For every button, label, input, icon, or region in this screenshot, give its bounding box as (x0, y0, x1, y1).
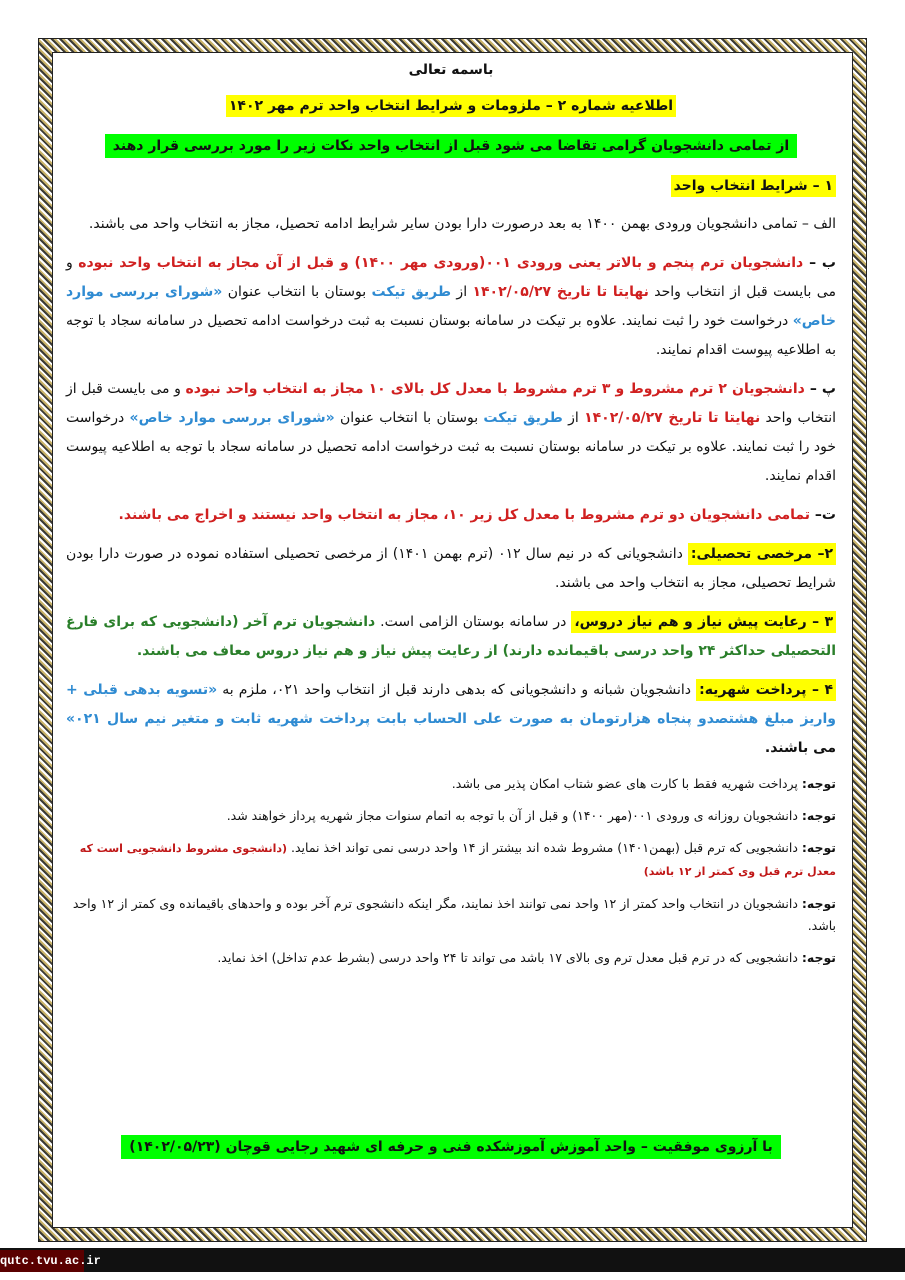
note-label: توجه: (801, 808, 836, 823)
note-item (66, 773, 836, 795)
note-label: توجه: (801, 950, 836, 965)
section-1-pe-blue-2: «شورای بررسی موارد خاص» (129, 410, 335, 426)
note-text: دانشجویان روزانه ی ورودی ۰۰۱(مهر ۱۴۰۰) و قبل از آن با توجه به اتمام سنوات مجاز شهریه پرداز خواهند شد. (226, 808, 802, 823)
section-1-be-text-4: درخواست خود را ثبت نمایند. علاوه بر تیکت در سامانه بوستان نسبت به ثبت درخواست ادامه تحصیل در سامانه سجاد با توجه به اطلاعیه پیوست اقدام نمایند. (66, 313, 836, 358)
section-1-pe-red-2: نهایتا تا تاریخ ۱۴۰۲/۰۵/۲۷ (584, 410, 761, 426)
section-1-te-prefix: ت– (810, 507, 836, 523)
section-1-be-text-1: و می بایست قبل از انتخاب واحد (66, 255, 836, 300)
note-label: توجه: (801, 840, 836, 855)
section-1-heading-text: ۱ – شرایط انتخاب واحد (671, 175, 836, 197)
section-1-pe-text-1: و می بایست قبل از انتخاب واحد (66, 381, 836, 426)
notes-list (66, 773, 836, 969)
section-1-pe-red-1: دانشجویان ۲ ترم مشروط و ۳ ترم مشروط با معدل کل بالای ۱۰ مجاز به انتخاب واحد نبوده (185, 381, 805, 397)
section-1-be-text-2: از (451, 284, 473, 300)
section-4-tail: می باشند. (764, 740, 836, 756)
section-4-blue: «تسویه بدهی قبلی + واریز مبلغ هشتصدو پنجاه هزارتومان به صورت علی الحساب بابت پرداخت شهریه ثابت و متغیر نیم سال ۰۲۱» (66, 682, 836, 727)
section-1-pe-blue-1: طریق تیکت (483, 410, 563, 426)
section-1-alef: الف – تمامی دانشجویان ورودی بهمن ۱۴۰۰ به بعد درصورت دارا بودن سایر شرایط ادامه تحصیل، مجاز به انتخاب واحد می باشند. (88, 216, 836, 232)
section-1-be-red-2: نهایتا تا تاریخ ۱۴۰۲/۰۵/۲۷ (472, 284, 649, 300)
section-3-text: در سامانه بوستان الزامی است. (375, 614, 572, 630)
section-1-pe-text-4: درخواست خود را ثبت نمایند. علاوه بر تیکت در سامانه بوستان نسبت به ثبت درخواست ادامه تحصیل در سامانه سجاد با توجه به اطلاعیه پیوست اقدام نمایند. (66, 410, 836, 484)
document-header (66, 58, 836, 160)
section-3-heading: ۳ – رعایت پیش نیاز و هم نیاز دروس، (571, 611, 836, 633)
note-text: دانشجویی که در ترم قبل معدل ترم وی بالای ۱۷ باشد می تواند تا ۲۴ واحد درسی (بشرط عدم تداخل) اخذ نماید. (217, 950, 802, 965)
website-watermark: qutc.tvu.ac.ir (0, 1250, 84, 1272)
document-content (66, 58, 836, 1223)
section-4-heading: ۴ – پرداخت شهریه: (696, 679, 836, 701)
notice-title-text: اطلاعیه شماره ۲ – ملزومات و شرایط انتخاب واحد ترم مهر ۱۴۰۲ (226, 95, 676, 117)
salutation: باسمه تعالی (408, 62, 494, 78)
footer (66, 1132, 836, 1162)
section-1-te (66, 501, 836, 530)
section-1-be (66, 249, 836, 365)
section-2-text: دانشجویانی که در نیم سال ۰۱۲ (ترم بهمن ۱۴۰۱) از مرخصی تحصیلی استفاده نموده در صورت دارا بودن شرایط تحصیلی، مجاز به انتخاب واحد می باشند. (66, 546, 836, 591)
note-text: دانشجویی که ترم قبل (بهمن۱۴۰۱) مشروط شده اند بیشتر از ۱۴ واحد درسی نمی تواند اخذ نماید. (287, 840, 802, 855)
note-red-text: (دانشجوی مشروط دانشجویی است که معدل ترم قبل وی کمتر از ۱۲ باشد) (79, 842, 836, 878)
note-label: توجه: (801, 896, 836, 911)
note-item (66, 893, 836, 937)
note-label: توجه: (801, 776, 836, 791)
section-1-be-prefix: ب – (803, 255, 836, 271)
section-1-pe-prefix: پ – (804, 381, 836, 397)
section-1-be-red-1: دانشجویان ترم پنجم و بالاتر یعنی ورودی ۰۰۱(ورودی مهر ۱۴۰۰) و قبل از آن مجاز به انتخاب واحد نبوده (78, 255, 804, 271)
note-text: دانشجویان در انتخاب واحد کمتر از ۱۲ واحد نمی توانند اخذ نمایند، مگر اینکه دانشجوی ترم آخر بوده و واحدهای باقیمانده وی کمتر از ۱۲ واحد باشد. (72, 896, 836, 933)
section-1-pe (66, 375, 836, 491)
section-2-heading: ۲– مرخصی تحصیلی: (688, 543, 836, 565)
section-4 (66, 676, 836, 763)
bottom-strip (0, 1248, 905, 1272)
section-3 (66, 608, 836, 666)
note-item (66, 837, 836, 883)
section-1-be-blue-1: طریق تیکت (371, 284, 452, 300)
notice-title (66, 94, 836, 118)
note-item (66, 947, 836, 969)
section-3-green: دانشجویان ترم آخر (دانشجویی که برای فارغ التحصیلی حداکثر ۲۴ واحد درسی باقیمانده دارند) از رعایت پیش نیاز و هم نیاز دروس معاف می باشند. (66, 614, 836, 659)
section-1-be-text-3: بوستان با انتخاب عنوان (222, 284, 372, 300)
notice-subtitle (66, 132, 836, 160)
notice-subtitle-text: از تمامی دانشجویان گرامی تقاضا می شود قبل از انتخاب واحد نکات زیر را مورد بررسی قرار دهند (105, 134, 797, 158)
section-1-heading (66, 172, 836, 200)
note-text: پرداخت شهریه فقط با کارت های عضو شتاب امکان پذیر می باشد. (451, 776, 802, 791)
section-1-pe-text-3: بوستان با انتخاب عنوان (334, 410, 484, 426)
section-4-text: دانشجویان شبانه و دانشجویانی که بدهی دارند قبل از انتخاب واحد ۰۲۱، ملزم به (217, 682, 697, 698)
section-1-te-red: تمامی دانشجویان دو ترم مشروط با معدل کل زیر ۱۰، مجاز به انتخاب واحد نیستند و اخراج می باشند. (118, 507, 811, 523)
note-item (66, 805, 836, 827)
footer-text: با آرزوی موفقیت – واحد آموزش آموزشکده فنی و حرفه ای شهید رجایی قوچان (۱۴۰۲/۰۵/۲۳) (121, 1135, 780, 1159)
section-1-pe-text-2: از (562, 410, 585, 426)
section-2 (66, 540, 836, 598)
section-1-be-blue-2: «شورای بررسی موارد خاص» (66, 284, 836, 329)
